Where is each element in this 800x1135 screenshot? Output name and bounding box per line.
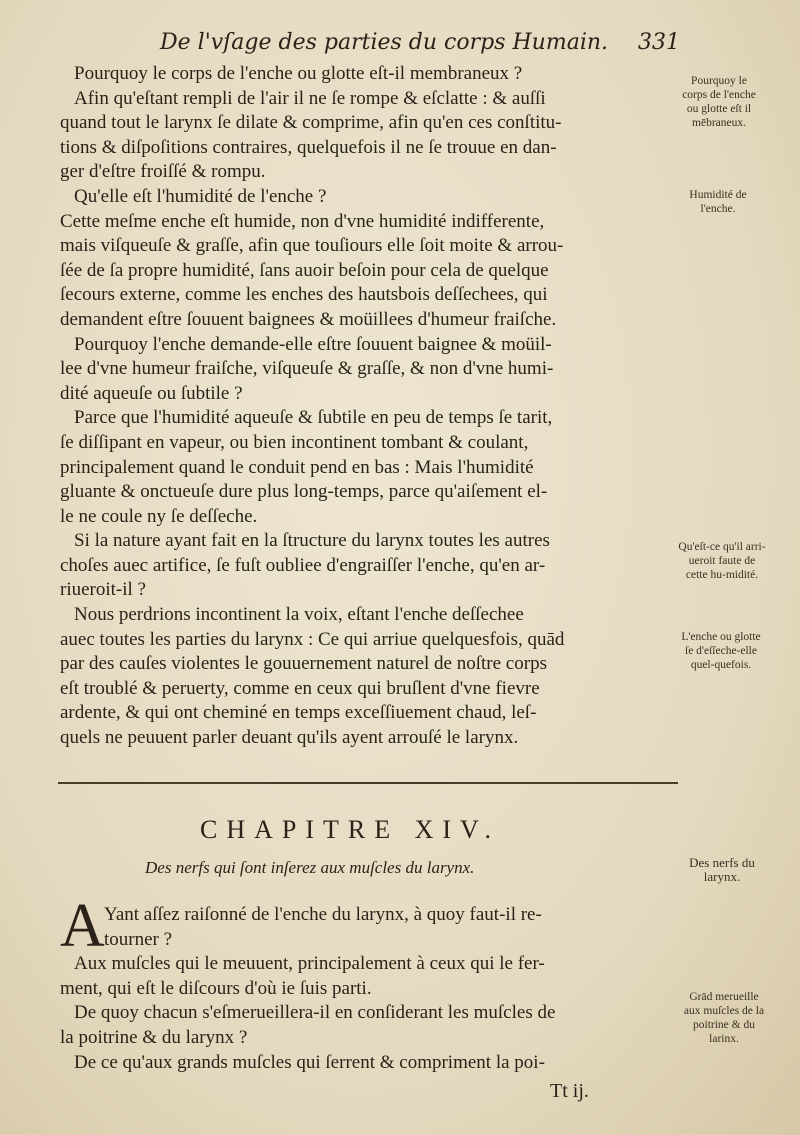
margin-note-faute: Qu'eſt-ce qu'il arri-ueroit faute de cette hu-midité.: [678, 541, 766, 581]
text-line: demandent eſtre ſouuent baignees & moüillees d'humeur fraiſche.: [60, 308, 557, 330]
text-line: auec toutes les parties du larynx : Ce qui arriue quelquesfois, quād: [60, 628, 565, 650]
drop-cap: A: [60, 892, 105, 960]
section-larynx-enche: [60, 62, 678, 751]
text-line: ardente, & qui ont cheminé en temps exceſſiuement chaud, leſ-: [60, 702, 537, 724]
text-line: la poitrine & du larynx ?: [60, 1026, 248, 1048]
margin-note-merveille: Grād merueille aux muſcles de la poitrine & du larinx.: [683, 991, 765, 1045]
text-line: par des cauſes violentes le gouuernement naturel de noſtre corps: [60, 653, 547, 675]
margin-note-desseche: L'enche ou glotte ſe d'eſſeche-elle quel-quefois.: [681, 631, 761, 671]
text-line: Si la nature ayant fait en la ſtructure du larynx toutes les autres: [74, 530, 550, 552]
text-line: tourner ?: [104, 928, 173, 950]
text-line: Qu'elle eſt l'humidité de l'enche ?: [74, 185, 327, 207]
text-line: choſes auec artifice, ſe fuſt oubliee d'engraiſſer l'enche, qu'en ar-: [60, 554, 546, 576]
chapter-subtitle: Des nerfs qui ſont inſerez aux muſcles du larynx.: [145, 858, 475, 877]
margin-note-membraneux: Pourquoy le corps de l'enche ou glotte eſt il mēbraneux.: [682, 75, 756, 129]
text-line: principalement quand le conduit pend en bas : Mais l'humidité: [60, 456, 534, 478]
text-line: ment, qui eſt le diſcours d'où ie ſuis parti.: [60, 977, 372, 999]
text-line: quels ne peuuent parler deuant qu'ils ayent arrouſé le larynx.: [60, 727, 519, 749]
text-line: ſecours externe, comme les enches des hautsbois deſſechees, qui: [60, 284, 548, 306]
text-line: Parce que l'humidité aqueuſe & ſubtile en peu de temps ſe tarit,: [74, 407, 553, 429]
running-head-title: De l'vſage des parties du corps Humain.: [160, 30, 609, 55]
text-line: Cette meſme enche eſt humide, non d'vne humidité indifferente,: [60, 210, 545, 232]
text-line: ſe diſſipant en vapeur, ou bien incontinent tombant & coulant,: [60, 431, 529, 453]
text-line: tions & diſpoſitions contraires, quelquefois il ne ſe trouue en dan-: [60, 136, 557, 158]
section-divider: [58, 782, 678, 784]
text-line: De ce qu'aux grands muſcles qui ſerrent & compriment la poi-: [74, 1051, 545, 1073]
text-line: mais viſqueuſe & graſſe, afin que touſiours elle ſoit moite & arrou-: [60, 235, 564, 257]
text-line: Nous perdrions incontinent la voix, eſtant l'enche deſſechee: [74, 604, 524, 626]
text-line: ger d'eſtre froiſſé & rompu.: [60, 161, 266, 183]
text-line: gluante & onctueuſe dure plus long-temps, parce qu'aiſement el-: [60, 481, 548, 503]
text-line: Yant aſſez raiſonné de l'enche du larynx, à quoy faut-il re-: [104, 904, 542, 925]
text-line: Pourquoy l'enche demande-elle eſtre ſouuent baignee & moüil-: [74, 333, 552, 355]
margin-note-nerfs: Des nerfs du larynx.: [689, 855, 755, 884]
text-line: le ne coule ny ſe deſſeche.: [60, 505, 258, 527]
page-number: 331: [638, 30, 680, 55]
text-line: Afin qu'eſtant rempli de l'air il ne ſe rompe & eſclatte : & auſſi: [74, 87, 546, 109]
text-line: Aux muſcles qui le meuuent, principalement à ceux qui le fer-: [74, 953, 545, 975]
section-nerfs: [60, 903, 678, 1075]
margin-note-humidite: Humidité de l'enche.: [689, 189, 747, 215]
text-line: eſt troublé & peruerty, comme en ceux qui bruſlent d'vne fievre: [60, 677, 540, 699]
text-line: quand tout le larynx ſe dilate & comprime, afin qu'en ces conſtitu-: [60, 112, 562, 134]
running-head: [160, 30, 680, 62]
text-line: Pourquoy le corps de l'enche ou glotte eſt-il membraneux ?: [74, 63, 523, 84]
text-line: dité aqueuſe ou ſubtile ?: [60, 382, 243, 404]
text-line: lee d'vne humeur fraiſche, viſqueuſe & graſſe, & non d'vne humi-: [60, 358, 554, 380]
text-line: ſée de ſa propre humidité, ſans auoir beſoin pour cela de quelque: [60, 259, 549, 281]
text-line: riueroit-il ?: [60, 579, 146, 601]
chapter-heading: CHAPITRE XIV.: [200, 815, 500, 844]
catchword: Tt ij.: [550, 1080, 589, 1102]
text-line: De quoy chacun s'eſmerueillera-il en conſiderant les muſcles de: [74, 1002, 556, 1024]
